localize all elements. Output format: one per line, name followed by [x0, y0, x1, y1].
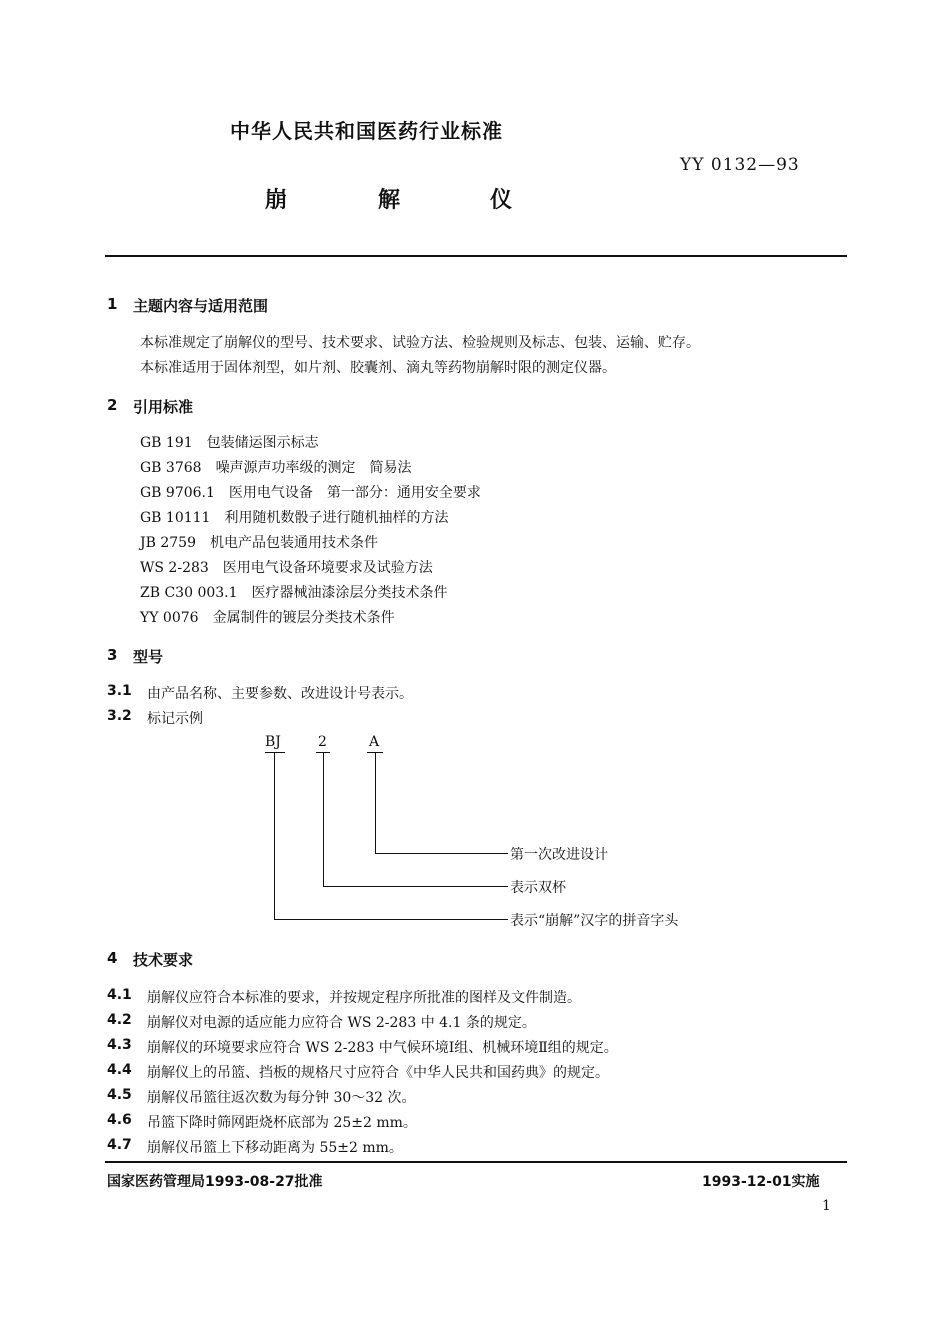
- label-improvement: 第一次改进设计: [510, 847, 608, 863]
- ref-title: 噪声源声功率级的测定 简易法: [215, 460, 412, 476]
- code-a: A: [369, 734, 380, 750]
- doc-title-char-3: 仪: [490, 188, 513, 213]
- item-number: 4.3: [107, 1037, 132, 1053]
- ref-item: [140, 482, 481, 502]
- item-number: 4.4: [107, 1062, 132, 1078]
- ref-code: JB 2759: [140, 535, 196, 551]
- item-text: 崩解仪的环境要求应符合 WS 2-283 中气候环境Ⅰ组、机械环境Ⅱ组的规定。: [147, 1040, 618, 1056]
- code-bj: BJ: [265, 734, 281, 750]
- section-4-title: 技术要求: [133, 951, 194, 969]
- section-2-number: 2: [107, 396, 118, 414]
- item-3-1-text: 由产品名称、主要参数、改进设计号表示。: [147, 686, 413, 702]
- standard-code: YY 0132—93: [680, 155, 800, 175]
- item-3-2-number: 3.2: [107, 708, 132, 724]
- ref-item: [140, 557, 433, 577]
- leader-2-vertical: [323, 752, 324, 886]
- section-1-number: 1: [107, 295, 118, 313]
- label-double-cup: 表示双杯: [510, 880, 566, 896]
- ref-code: GB 9706.1: [140, 485, 215, 501]
- section-3-title: 型号: [133, 648, 164, 666]
- leader-bj-horizontal: [274, 919, 508, 920]
- doc-title-char-2: 解: [378, 188, 401, 213]
- item-3-2-text: 标记示例: [147, 711, 203, 727]
- footer-rule: [105, 1161, 847, 1163]
- section-1-para-2: 本标准适用于固体剂型，如片剂、胶囊剂、滴丸等药物崩解时限的测定仪器。: [140, 360, 616, 376]
- item-3-1-number: 3.1: [107, 683, 132, 699]
- ref-title: 利用随机数骰子进行随机抽样的方法: [224, 510, 449, 526]
- section-1-para-1: 本标准规定了崩解仪的型号、技术要求、试验方法、检验规则及标志、包装、运输、贮存。: [140, 335, 700, 351]
- ref-title: 金属制件的镀层分类技术条件: [212, 610, 395, 626]
- doc-title-char-1: 崩: [265, 188, 288, 213]
- implementation-line: 1993-12-01实施: [702, 1174, 820, 1190]
- ref-item: [140, 607, 395, 627]
- item-text: 崩解仪吊篮上下移动距离为 55±2 mm。: [147, 1140, 403, 1156]
- item-number: 4.7: [107, 1137, 132, 1153]
- ref-item: [140, 507, 448, 527]
- item-text: 崩解仪吊篮往返次数为每分钟 30～32 次。: [147, 1090, 416, 1106]
- page-number: 1: [822, 1198, 831, 1214]
- item-number: 4.1: [107, 987, 132, 1003]
- section-2-title: 引用标准: [133, 398, 194, 416]
- code-2: 2: [318, 734, 327, 750]
- ref-title: 医用电气设备 第一部分：通用安全要求: [228, 485, 481, 501]
- item-text: 崩解仪对电源的适应能力应符合 WS 2-283 中 4.1 条的规定。: [147, 1015, 536, 1031]
- item-number: 4.5: [107, 1087, 132, 1103]
- ref-title: 机电产品包装通用技术条件: [209, 535, 378, 551]
- ref-title: 包装储运图示标志: [206, 435, 319, 451]
- ref-code: ZB C30 003.1: [140, 585, 238, 601]
- ref-item: [140, 432, 319, 452]
- ref-item: [140, 582, 448, 602]
- label-pinyin-initials: 表示“崩解”汉字的拼音字头: [510, 913, 679, 929]
- item-number: 4.2: [107, 1012, 132, 1028]
- header-rule: [105, 255, 847, 257]
- ref-title: 医用电气设备环境要求及试验方法: [222, 560, 433, 576]
- section-3-number: 3: [107, 646, 118, 664]
- section-4-number: 4: [107, 949, 118, 967]
- ref-code: GB 191: [140, 435, 193, 451]
- item-text: 吊篮下降时筛网距烧杯底部为 25±2 mm。: [147, 1115, 417, 1131]
- section-1-title: 主题内容与适用范围: [133, 297, 269, 315]
- ref-code: GB 3768: [140, 460, 202, 476]
- ref-code: WS 2-283: [140, 560, 209, 576]
- code-bj-underline: [265, 752, 285, 753]
- item-text: 崩解仪应符合本标准的要求，并按规定程序所批准的图样及文件制造。: [147, 990, 581, 1006]
- ref-item: [140, 532, 378, 552]
- org-title: 中华人民共和国医药行业标准: [230, 119, 503, 143]
- ref-item: [140, 457, 412, 477]
- leader-2-horizontal: [323, 886, 508, 887]
- leader-a-horizontal: [375, 853, 508, 854]
- ref-title: 医疗器械油漆涂层分类技术条件: [251, 585, 448, 601]
- item-text: 崩解仪上的吊篮、挡板的规格尺寸应符合《中华人民共和国药典》的规定。: [147, 1065, 609, 1081]
- leader-a-vertical: [375, 752, 376, 853]
- leader-bj-vertical: [274, 752, 275, 919]
- ref-code: GB 10111: [140, 510, 211, 526]
- approval-line: 国家医药管理局1993-08-27批准: [107, 1174, 323, 1190]
- item-number: 4.6: [107, 1112, 132, 1128]
- ref-code: YY 0076: [140, 610, 199, 626]
